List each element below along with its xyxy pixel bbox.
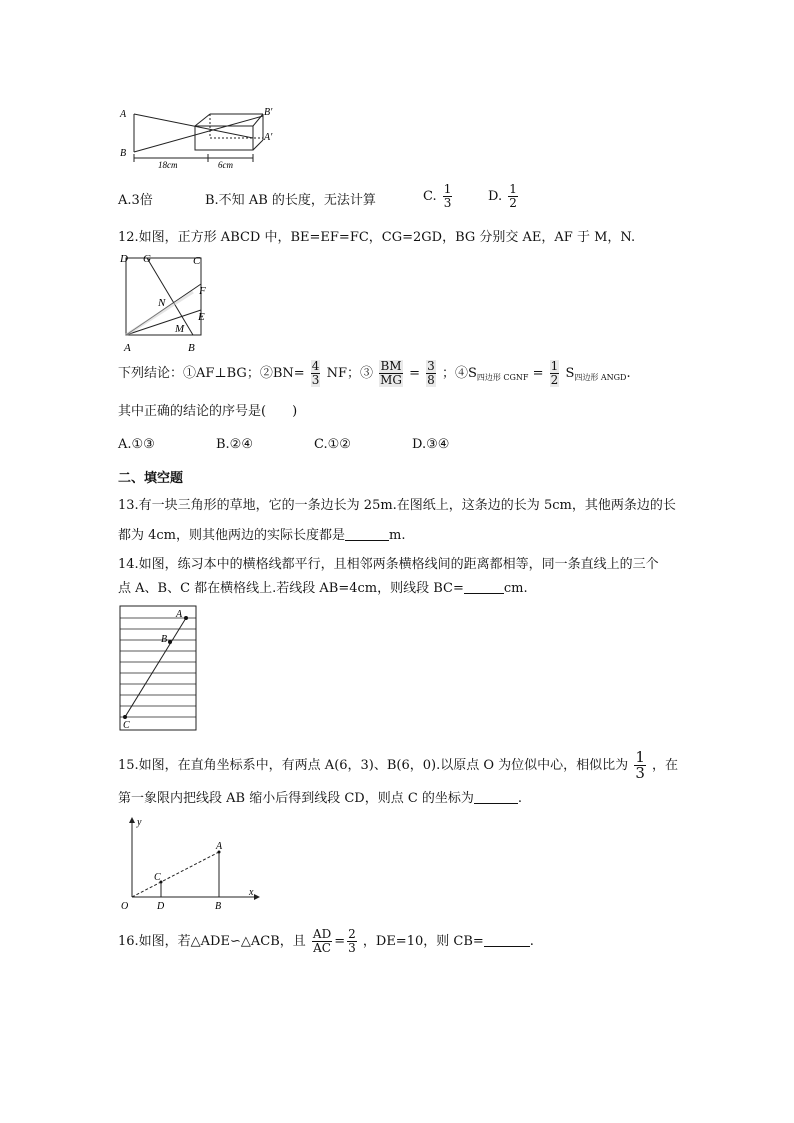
label-c: C xyxy=(193,255,201,267)
label-n: N xyxy=(158,297,166,309)
label-b: B xyxy=(215,901,222,912)
point-a xyxy=(184,616,188,620)
label-b: B xyxy=(120,148,127,159)
q11-option-d: D. $\frac{1}{2}$ xyxy=(488,182,517,210)
q11-option-b: B.不知 AB 的长度，无法计算 xyxy=(205,193,376,208)
q14-line1: 14.如图，练习本中的横格线都平行，且相邻两条横格线间的距离都相等，同一条直线上的三个 xyxy=(118,557,659,572)
label-d: D xyxy=(120,253,128,265)
label-f: F xyxy=(199,285,206,297)
q12-option-b: B.②④ xyxy=(216,437,253,452)
q12-conclusions: 下列结论：①AF⊥BG；②BN= $\frac{4}{3}$ NF；③ $\frac{BM}{MG}$ = $\frac{3}{8}$ ；$④S_{四边形 CGNF}$ = $\frac{1}{2}$ $S_{四边形 ANGD}$. xyxy=(118,359,631,387)
q14-figure xyxy=(118,604,200,734)
q11-option-c: C. $\frac{1}{3}$ xyxy=(423,182,452,210)
label-d: D xyxy=(157,901,165,912)
label-y: y xyxy=(137,817,142,828)
q15-answer-blank[interactable] xyxy=(474,791,518,804)
q12-option-c: C.①② xyxy=(314,437,351,452)
point-c xyxy=(123,715,127,719)
label-b-prime: B′ xyxy=(264,107,273,118)
label-c: C xyxy=(123,720,130,731)
q12-figure xyxy=(118,250,213,356)
q15-ratio-den: 3 xyxy=(635,764,645,782)
label-x: x xyxy=(249,887,254,898)
q15-line1: 15.如图，在直角坐标系中，有两点 A(6，3)、B(6，0).以原点 O 为位似中心，相似比为 $\frac{1}{3}$ ，在 xyxy=(118,748,679,782)
q11-c-num: 1 xyxy=(443,182,452,196)
label-o: O xyxy=(121,901,129,912)
q12-stem: 12.如图，正方形 ABCD 中，BE=EF=FC，CG=2GD，BG 分别交 AE，AF 于 M，N. xyxy=(118,230,636,245)
label-a: A xyxy=(176,609,183,620)
q15-ratio-num: 1 xyxy=(635,748,645,766)
q11-figure xyxy=(118,104,280,170)
label-b: B xyxy=(161,634,168,645)
q11-d-num: 1 xyxy=(509,182,517,196)
q14-answer-blank[interactable] xyxy=(464,581,504,594)
label-m: M xyxy=(175,323,185,335)
point-b xyxy=(168,640,172,644)
label-b: B xyxy=(188,342,195,354)
q11-d-den: 2 xyxy=(509,196,517,210)
q11-c-den: 3 xyxy=(443,196,452,210)
q15-line2: 第一象限内把线段 AB 缩小后得到线段 CD，则点 C 的坐标为 . xyxy=(118,791,523,806)
label-a: A xyxy=(216,841,223,852)
label-18cm: 18cm xyxy=(158,160,178,170)
q12-question: 其中正确的结论的序号是( ) xyxy=(118,404,298,419)
q13-line1: 13.有一块三角形的草地，它的一条边长为 25m.在图纸上，这条边的长为 5cm，其他两条边的长 xyxy=(118,498,676,513)
q12-option-a: A.①③ xyxy=(118,437,155,452)
label-g: G xyxy=(143,253,151,265)
q13-answer-blank[interactable] xyxy=(345,528,389,541)
q13-line2: 都为 4cm，则其他两边的实际长度都是 m. xyxy=(118,528,406,543)
label-e: E xyxy=(198,311,205,323)
label-6cm: 6cm xyxy=(218,160,233,170)
label-a: A xyxy=(120,109,127,120)
q14-line2: 点 A、B、C 都在横格线上.若线段 AB=4cm，则线段 BC= cm. xyxy=(118,581,528,596)
q16-line: 16.如图，若△ADE∽△ACB，且 $\frac{AD}{AC}$ = $\frac{2}{3}$ ，DE=10，则 CB= . xyxy=(118,927,534,955)
label-c: C xyxy=(154,872,161,883)
q16-answer-blank[interactable] xyxy=(484,934,530,947)
q12-option-d: D.③④ xyxy=(412,437,450,452)
q11-option-a: A.3倍 xyxy=(118,193,153,208)
section-heading-fill-in: 二、填空题 xyxy=(118,471,184,486)
label-a: A xyxy=(124,342,131,354)
q15-figure xyxy=(118,815,263,915)
label-a-prime: A′ xyxy=(264,132,273,143)
